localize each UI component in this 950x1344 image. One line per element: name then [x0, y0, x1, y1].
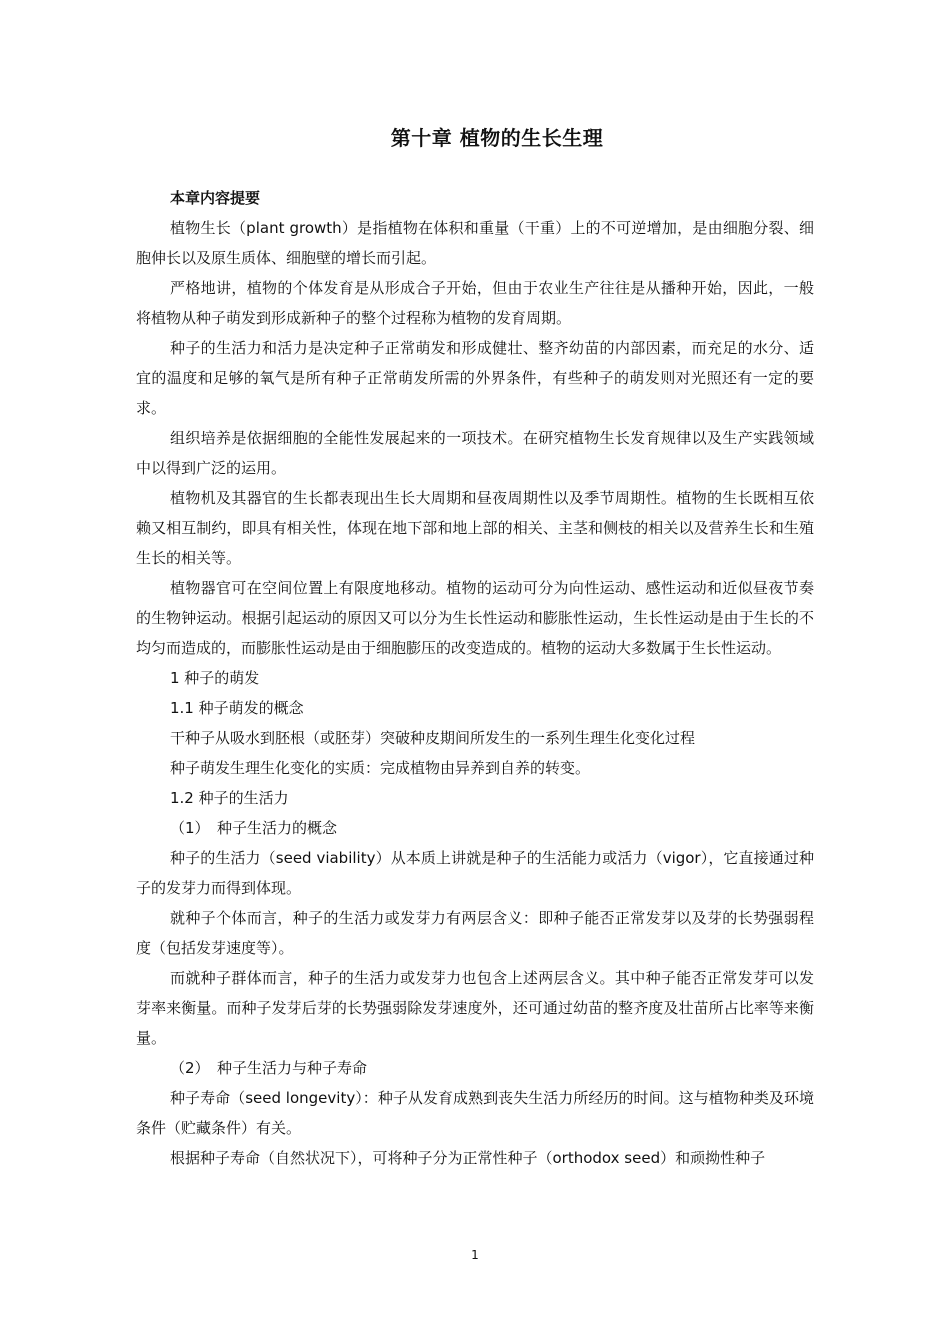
heading-viability-longevity: （2） 种子生活力与种子寿命 [170, 1059, 368, 1077]
paragraph-seed-types: 根据种子寿命（自然状况下），可将种子分为正常性种子（orthodox seed）和顽拗性种子 [170, 1149, 766, 1167]
paragraph-plant-movement: 植物器官可在空间位置上有限度地移动。植物的运动可分为向性运动、感性运动和近似昼夜节奏的生物钟运动。根据引起运动的原因又可以分为生长性运动和膨胀性运动，生长性运动是由于生长的不均匀而造成的，而膨胀性运动是由于细胞膨压的改变造成的。植物的运动大多数属于生长性运动。 [136, 579, 814, 657]
section-heading: 本章内容提要 [170, 189, 261, 207]
paragraph-seed-longevity: 种子寿命（seed longevity）：种子从发育成熟到丧失生活力所经历的时间。这与植物种类及环境条件（贮藏条件）有关。 [136, 1089, 814, 1137]
paragraph-development-cycle: 严格地讲，植物的个体发育是从形成合子开始，但由于农业生产往往是从播种开始，因此，一般将植物从种子萌发到形成新种子的整个过程称为植物的发育周期。 [136, 279, 814, 327]
paragraph-viability-definition: 种子的生活力（seed viability）从本质上讲就是种子的生活能力或活力（vigor），它直接通过种子的发芽力而得到体现。 [136, 849, 814, 897]
paragraph-seed-vigor: 种子的生活力和活力是决定种子正常萌发和形成健壮、整齐幼苗的内部因素，而充足的水分、适宜的温度和足够的氧气是所有种子正常萌发所需的外界条件，有些种子的萌发则对光照还有一定的要求。 [136, 339, 814, 417]
page-number: 1 [471, 1248, 479, 1262]
paragraph-growth-periodicity: 植物机及其器官的生长都表现出生长大周期和昼夜周期性以及季节周期性。植物的生长既相互依赖又相互制约，即具有相关性，体现在地下部和地上部的相关、主茎和侧枝的相关以及营养生长和生殖生长的相关等。 [136, 489, 814, 567]
chapter-title: 第十章 植物的生长生理 [390, 126, 604, 150]
paragraph-seed-population: 而就种子群体而言，种子的生活力或发芽力也包含上述两层含义。其中种子能否正常发芽可以发芽率来衡量。而种子发芽后芽的长势强弱除发芽速度外，还可通过幼苗的整齐度及壮苗所占比率等来衡量。 [136, 969, 814, 1047]
heading-viability-concept: （1） 种子生活力的概念 [170, 819, 338, 837]
heading-seed-viability: 1.2 种子的生活力 [170, 789, 289, 807]
document-body [136, 183, 814, 1173]
paragraph-plant-growth: 植物生长（plant growth）是指植物在体积和重量（干重）上的不可逆增加，是由细胞分裂、细胞伸长以及原生质体、细胞壁的增长而引起。 [136, 219, 814, 267]
heading-seed-germination: 1 种子的萌发 [170, 669, 260, 687]
paragraph-tissue-culture: 组织培养是依据细胞的全能性发展起来的一项技术。在研究植物生长发育规律以及生产实践领域中以得到广泛的运用。 [136, 429, 814, 477]
paragraph-germination-definition: 干种子从吸水到胚根（或胚芽）突破种皮期间所发生的一系列生理生化变化过程 [170, 729, 696, 747]
paragraph-germination-essence: 种子萌发生理生化变化的实质：完成植物由异养到自养的转变。 [170, 759, 591, 777]
heading-germination-concept: 1.1 种子萌发的概念 [170, 699, 304, 717]
paragraph-individual-seed: 就种子个体而言，种子的生活力或发芽力有两层含义：即种子能否正常发芽以及芽的长势强弱程度（包括发芽速度等）。 [136, 909, 814, 957]
